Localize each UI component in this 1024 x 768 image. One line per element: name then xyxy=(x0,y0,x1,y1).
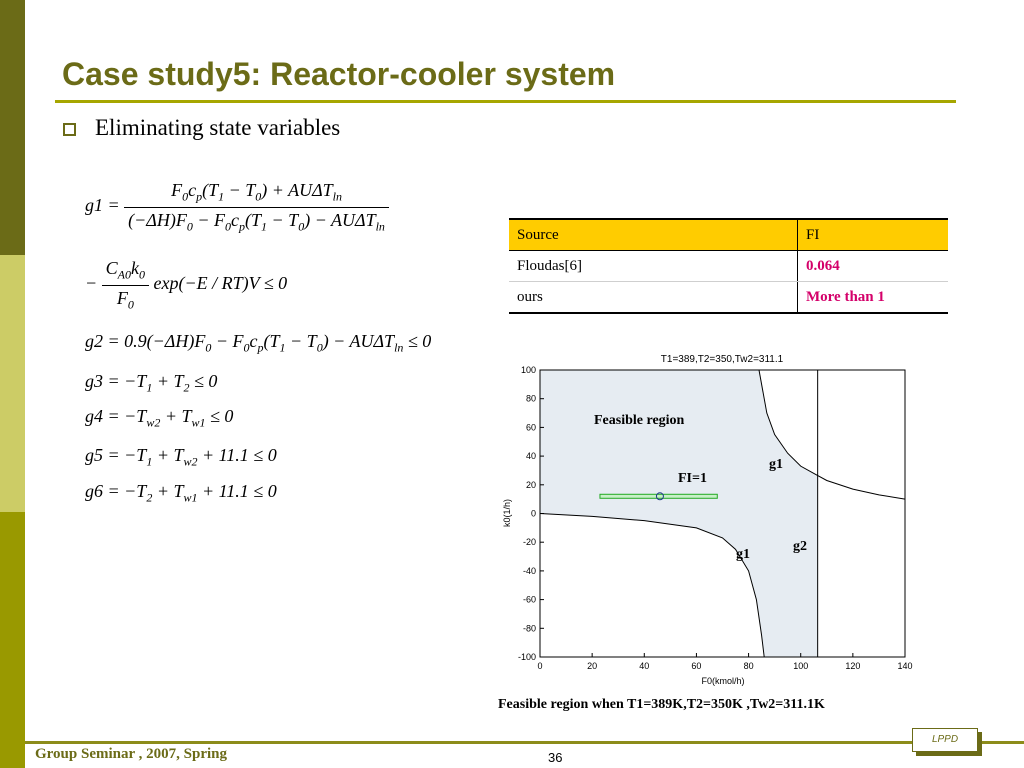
table-row xyxy=(509,282,948,314)
bullet-text: Eliminating state variables xyxy=(95,115,341,140)
lppd-logo: LPPD xyxy=(912,728,978,752)
equation-g6: $g6 = -T_2 + T_{w1} + 11.1 \le 0$ xyxy=(85,481,277,505)
x-tick-label: 120 xyxy=(845,661,861,671)
slide-sidebar xyxy=(0,0,25,768)
footer-text: Group Seminar , 2007, Spring xyxy=(35,746,227,762)
fraction: $\frac{C_{A0}k_0}{F_0}$ xyxy=(102,258,149,312)
y-tick-label: -40 xyxy=(522,565,536,576)
y-tick-label: 60 xyxy=(525,422,536,433)
sidebar-band-light xyxy=(0,255,25,512)
equation-g5: $g5 = -T_1 + T_{w2} + 11.1 \le 0$ xyxy=(85,445,277,469)
y-tick-label: -80 xyxy=(522,623,536,634)
x-tick-label: 140 xyxy=(897,661,913,671)
table-header-fi: FI xyxy=(798,219,949,251)
y-tick-label: -20 xyxy=(522,537,536,548)
table-header-row xyxy=(509,219,948,251)
table-row xyxy=(509,251,948,282)
x-tick-label: 20 xyxy=(587,661,598,671)
curve-label-g1-upper: g1 xyxy=(769,457,783,472)
equation-g2: $g2 = 0.9(-\Delta H)F_0 - F_0c_p(T_1 - T_0) - AU\Delta T_{ln} \le 0$ xyxy=(85,331,432,355)
table-header-source: Source xyxy=(509,219,798,251)
page-number: 36 xyxy=(548,750,563,765)
y-tick-label: 20 xyxy=(525,479,536,490)
y-tick-label: 0 xyxy=(530,508,536,519)
equation-g4: $g4 = -T_{w2} + T_{w1} \le 0$ xyxy=(85,406,234,430)
figure-caption: Feasible region when T1=389K,T2=350K ,Tw2=311.1K xyxy=(498,697,825,712)
feasible-region-label: Feasible region xyxy=(594,413,685,428)
x-tick-label: 80 xyxy=(743,661,754,671)
equation-g1-cont: − $\frac{C_{A0}k_0}{F_0}$ exp(−E / RT)V ≤ 0 xyxy=(85,258,288,312)
x-tick-label: 60 xyxy=(691,661,702,671)
feasible-region-plot xyxy=(490,348,920,688)
plot-title: T1=389,T2=350,Tw2=311.1 xyxy=(660,354,784,365)
equation-g3: $g3 = -T_1 + T_2 \le 0$ xyxy=(85,371,218,395)
fi-segment xyxy=(600,494,717,498)
y-axis-label: k0(1/h) xyxy=(502,498,512,528)
sidebar-band-medium xyxy=(0,512,25,768)
fi-label: FI=1 xyxy=(678,471,707,486)
table-cell-source: Floudas[6] xyxy=(509,251,798,282)
table-cell-source: ours xyxy=(509,282,798,314)
sidebar-band-dark xyxy=(0,0,25,255)
slide-title: Case study5: Reactor-cooler system xyxy=(62,56,616,92)
y-tick-label: 80 xyxy=(525,393,536,404)
curve-label-g2: g2 xyxy=(793,539,807,554)
x-tick-label: 100 xyxy=(793,661,809,671)
equation-g1: g1 = $\frac{F_0c_p(T_1 - T_0) + AU\Delta T_{ln}}{(-\Delta H)F_0 - F_0c_p(T_1 - T_0) - AU\Delta T_{ln}}$ xyxy=(85,180,389,234)
fraction: $\frac{F_0c_p(T_1 - T_0) + AU\Delta T_{ln}}{(-\Delta H)F_0 - F_0c_p(T_1 - T_0) - AU\Delta T_{ln}}$ xyxy=(124,180,389,234)
x-tick-label: 40 xyxy=(639,661,650,671)
y-tick-label: 100 xyxy=(520,365,536,375)
y-tick-label: 40 xyxy=(525,451,536,462)
curve-label-g1-lower: g1 xyxy=(736,547,750,562)
x-axis-label: F0(kmol/h) xyxy=(701,676,745,686)
x-tick-label: 0 xyxy=(537,661,543,671)
footer-rule xyxy=(25,741,1024,744)
fi-comparison-table xyxy=(509,218,948,314)
y-tick-label: -100 xyxy=(517,652,536,662)
y-tick-label: -60 xyxy=(522,594,536,605)
bullet-square-icon xyxy=(63,123,76,136)
title-underline xyxy=(55,100,956,103)
table-cell-fi: More than 1 xyxy=(798,282,949,314)
table-cell-fi: 0.064 xyxy=(798,251,949,282)
